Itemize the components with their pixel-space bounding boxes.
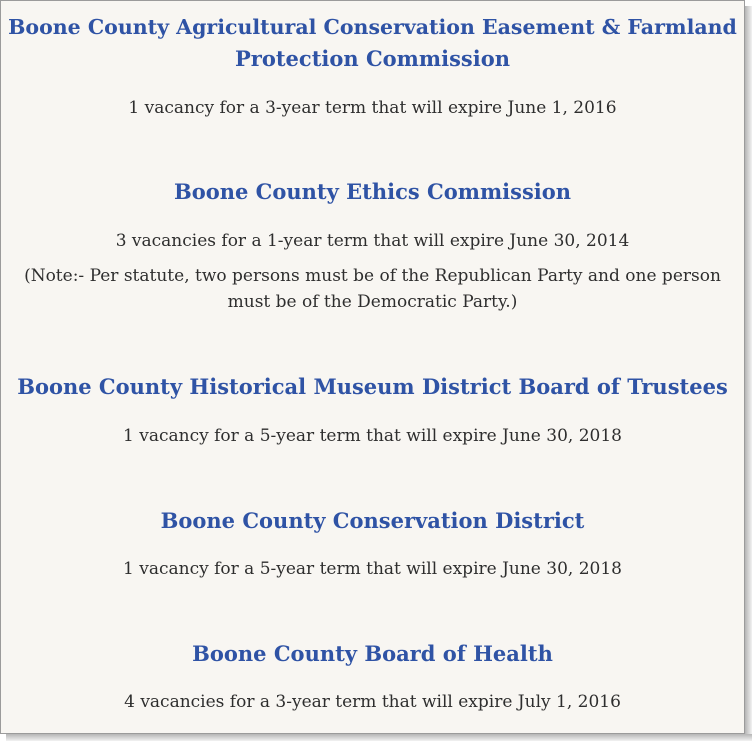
commission-title-ethics: Boone County Ethics Commission [173,179,572,204]
vacancy-text-ethics: 3 vacancies for a 1-year term that will expire June 30, 2014 [115,231,630,251]
vacancy-text-board-of-health: 4 vacancies for a 3-year term that will expire July 1, 2016 [124,692,621,712]
commission-title-agricultural-line1: Boone County Agricultural Conservation Easement & Farmland [8,15,737,39]
note-text-ethics-line1: (Note:- Per statute, two persons must be of the Republican Party and one person [24,266,721,286]
commission-title-historical-museum: Boone County Historical Museum District Board of Trustees [17,374,728,399]
frame-shadow-bottom [6,734,752,741]
commission-title-agricultural-line2: Protection Commission [234,46,510,71]
commission-title-board-of-health: Boone County Board of Health [192,641,553,666]
commission-title-conservation-district: Boone County Conservation District [160,508,585,533]
vacancy-text-conservation-district: 1 vacancy for a 5-year term that will expire June 30, 2018 [123,559,622,579]
note-text-ethics-line2: must be of the Democratic Party.) [227,292,518,312]
vacancy-text-historical-museum: 1 vacancy for a 5-year term that will expire June 30, 2018 [123,426,622,446]
frame-shadow-right [745,6,752,738]
vacancy-text-agricultural: 1 vacancy for a 3-year term that will expire June 1, 2016 [128,98,617,118]
